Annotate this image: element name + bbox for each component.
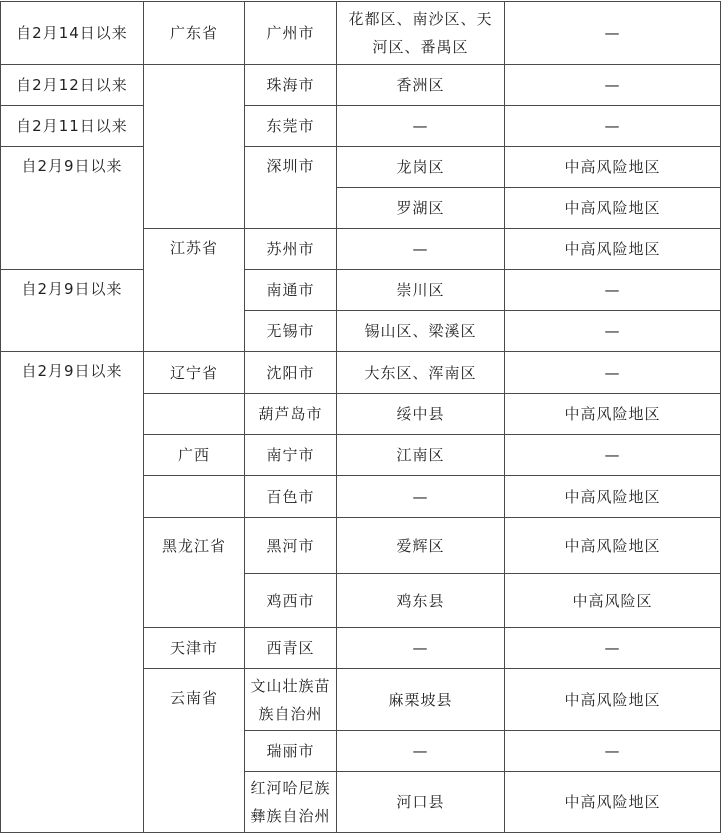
risk-cell: — (505, 270, 721, 311)
risk-cell: — (505, 2, 721, 65)
city-cell: 葫芦岛市 (245, 394, 337, 435)
district-cell: 香洲区 (337, 65, 505, 106)
city-cell: 广州市 (245, 2, 337, 65)
date-cell: 自2月9日以来 (1, 147, 144, 270)
table-row (1, 352, 721, 394)
district-cell: — (337, 106, 505, 147)
risk-cell: — (505, 106, 721, 147)
city-cell: 无锡市 (245, 311, 337, 352)
city-cell: 百色市 (245, 476, 337, 518)
date-cell: 自2月12日以来 (1, 65, 144, 106)
city-cell: 沈阳市 (245, 352, 337, 394)
district-cell: 绥中县 (337, 394, 505, 435)
table-row (1, 65, 721, 106)
city-cell: 南宁市 (245, 435, 337, 476)
risk-cell: — (505, 628, 721, 669)
risk-cell: 中高风险地区 (505, 669, 721, 731)
city-cell: 东莞市 (245, 106, 337, 147)
city-cell: 西青区 (245, 628, 337, 669)
district-cell: 鸡东县 (337, 574, 505, 628)
district-cell: 爱辉区 (337, 518, 505, 574)
date-cell: 自2月9日以来 (1, 352, 144, 833)
date-cell: 自2月9日以来 (1, 270, 144, 352)
risk-cell: 中高风险地区 (505, 188, 721, 229)
risk-cell: 中高风险地区 (505, 518, 721, 574)
district-cell: 锡山区、梁溪区 (337, 311, 505, 352)
risk-cell: 中高风险地区 (505, 394, 721, 435)
district-cell: — (337, 229, 505, 270)
risk-cell: 中高风险区 (505, 574, 721, 628)
risk-cell: — (505, 352, 721, 394)
province-cell-empty (144, 476, 245, 518)
risk-cell: 中高风险地区 (505, 147, 721, 188)
risk-cell: 中高风险地区 (505, 772, 721, 833)
district-cell: 崇川区 (337, 270, 505, 311)
table-row (1, 2, 721, 65)
city-cell: 南通市 (245, 270, 337, 311)
district-cell: — (337, 731, 505, 772)
risk-area-table (0, 1, 721, 833)
city-cell: 红河哈尼族彝族自治州 (245, 772, 337, 833)
city-cell: 珠海市 (245, 65, 337, 106)
district-cell: 大东区、浑南区 (337, 352, 505, 394)
province-cell: 黑龙江省 (144, 518, 245, 628)
district-cell: 麻栗坡县 (337, 669, 505, 731)
province-cell: 江苏省 (144, 229, 245, 352)
province-cell: 云南省 (144, 669, 245, 833)
province-cell: 广西 (144, 435, 245, 476)
province-cell: 天津市 (144, 628, 245, 669)
date-cell: 自2月11日以来 (1, 106, 144, 147)
district-cell: 河口县 (337, 772, 505, 833)
district-cell: 花都区、南沙区、天河区、番禺区 (337, 2, 505, 65)
table-row (1, 147, 721, 188)
table-row (1, 270, 721, 311)
district-cell: 罗湖区 (337, 188, 505, 229)
table-row (1, 106, 721, 147)
district-cell: — (337, 628, 505, 669)
risk-cell: — (505, 731, 721, 772)
province-cell: 广东省 (144, 2, 245, 65)
date-cell: 自2月14日以来 (1, 2, 144, 65)
risk-cell: 中高风险地区 (505, 229, 721, 270)
city-cell: 黑河市 (245, 518, 337, 574)
province-cell-empty (144, 65, 245, 229)
city-cell: 瑞丽市 (245, 731, 337, 772)
risk-cell: — (505, 435, 721, 476)
district-cell: 龙岗区 (337, 147, 505, 188)
city-cell: 深圳市 (245, 147, 337, 229)
province-cell-empty (144, 394, 245, 435)
province-cell: 辽宁省 (144, 352, 245, 394)
city-cell: 鸡西市 (245, 574, 337, 628)
city-cell: 苏州市 (245, 229, 337, 270)
risk-cell: 中高风险地区 (505, 476, 721, 518)
district-cell: — (337, 476, 505, 518)
district-cell: 江南区 (337, 435, 505, 476)
risk-cell: — (505, 311, 721, 352)
risk-cell: — (505, 65, 721, 106)
city-cell: 文山壮族苗族自治州 (245, 669, 337, 731)
